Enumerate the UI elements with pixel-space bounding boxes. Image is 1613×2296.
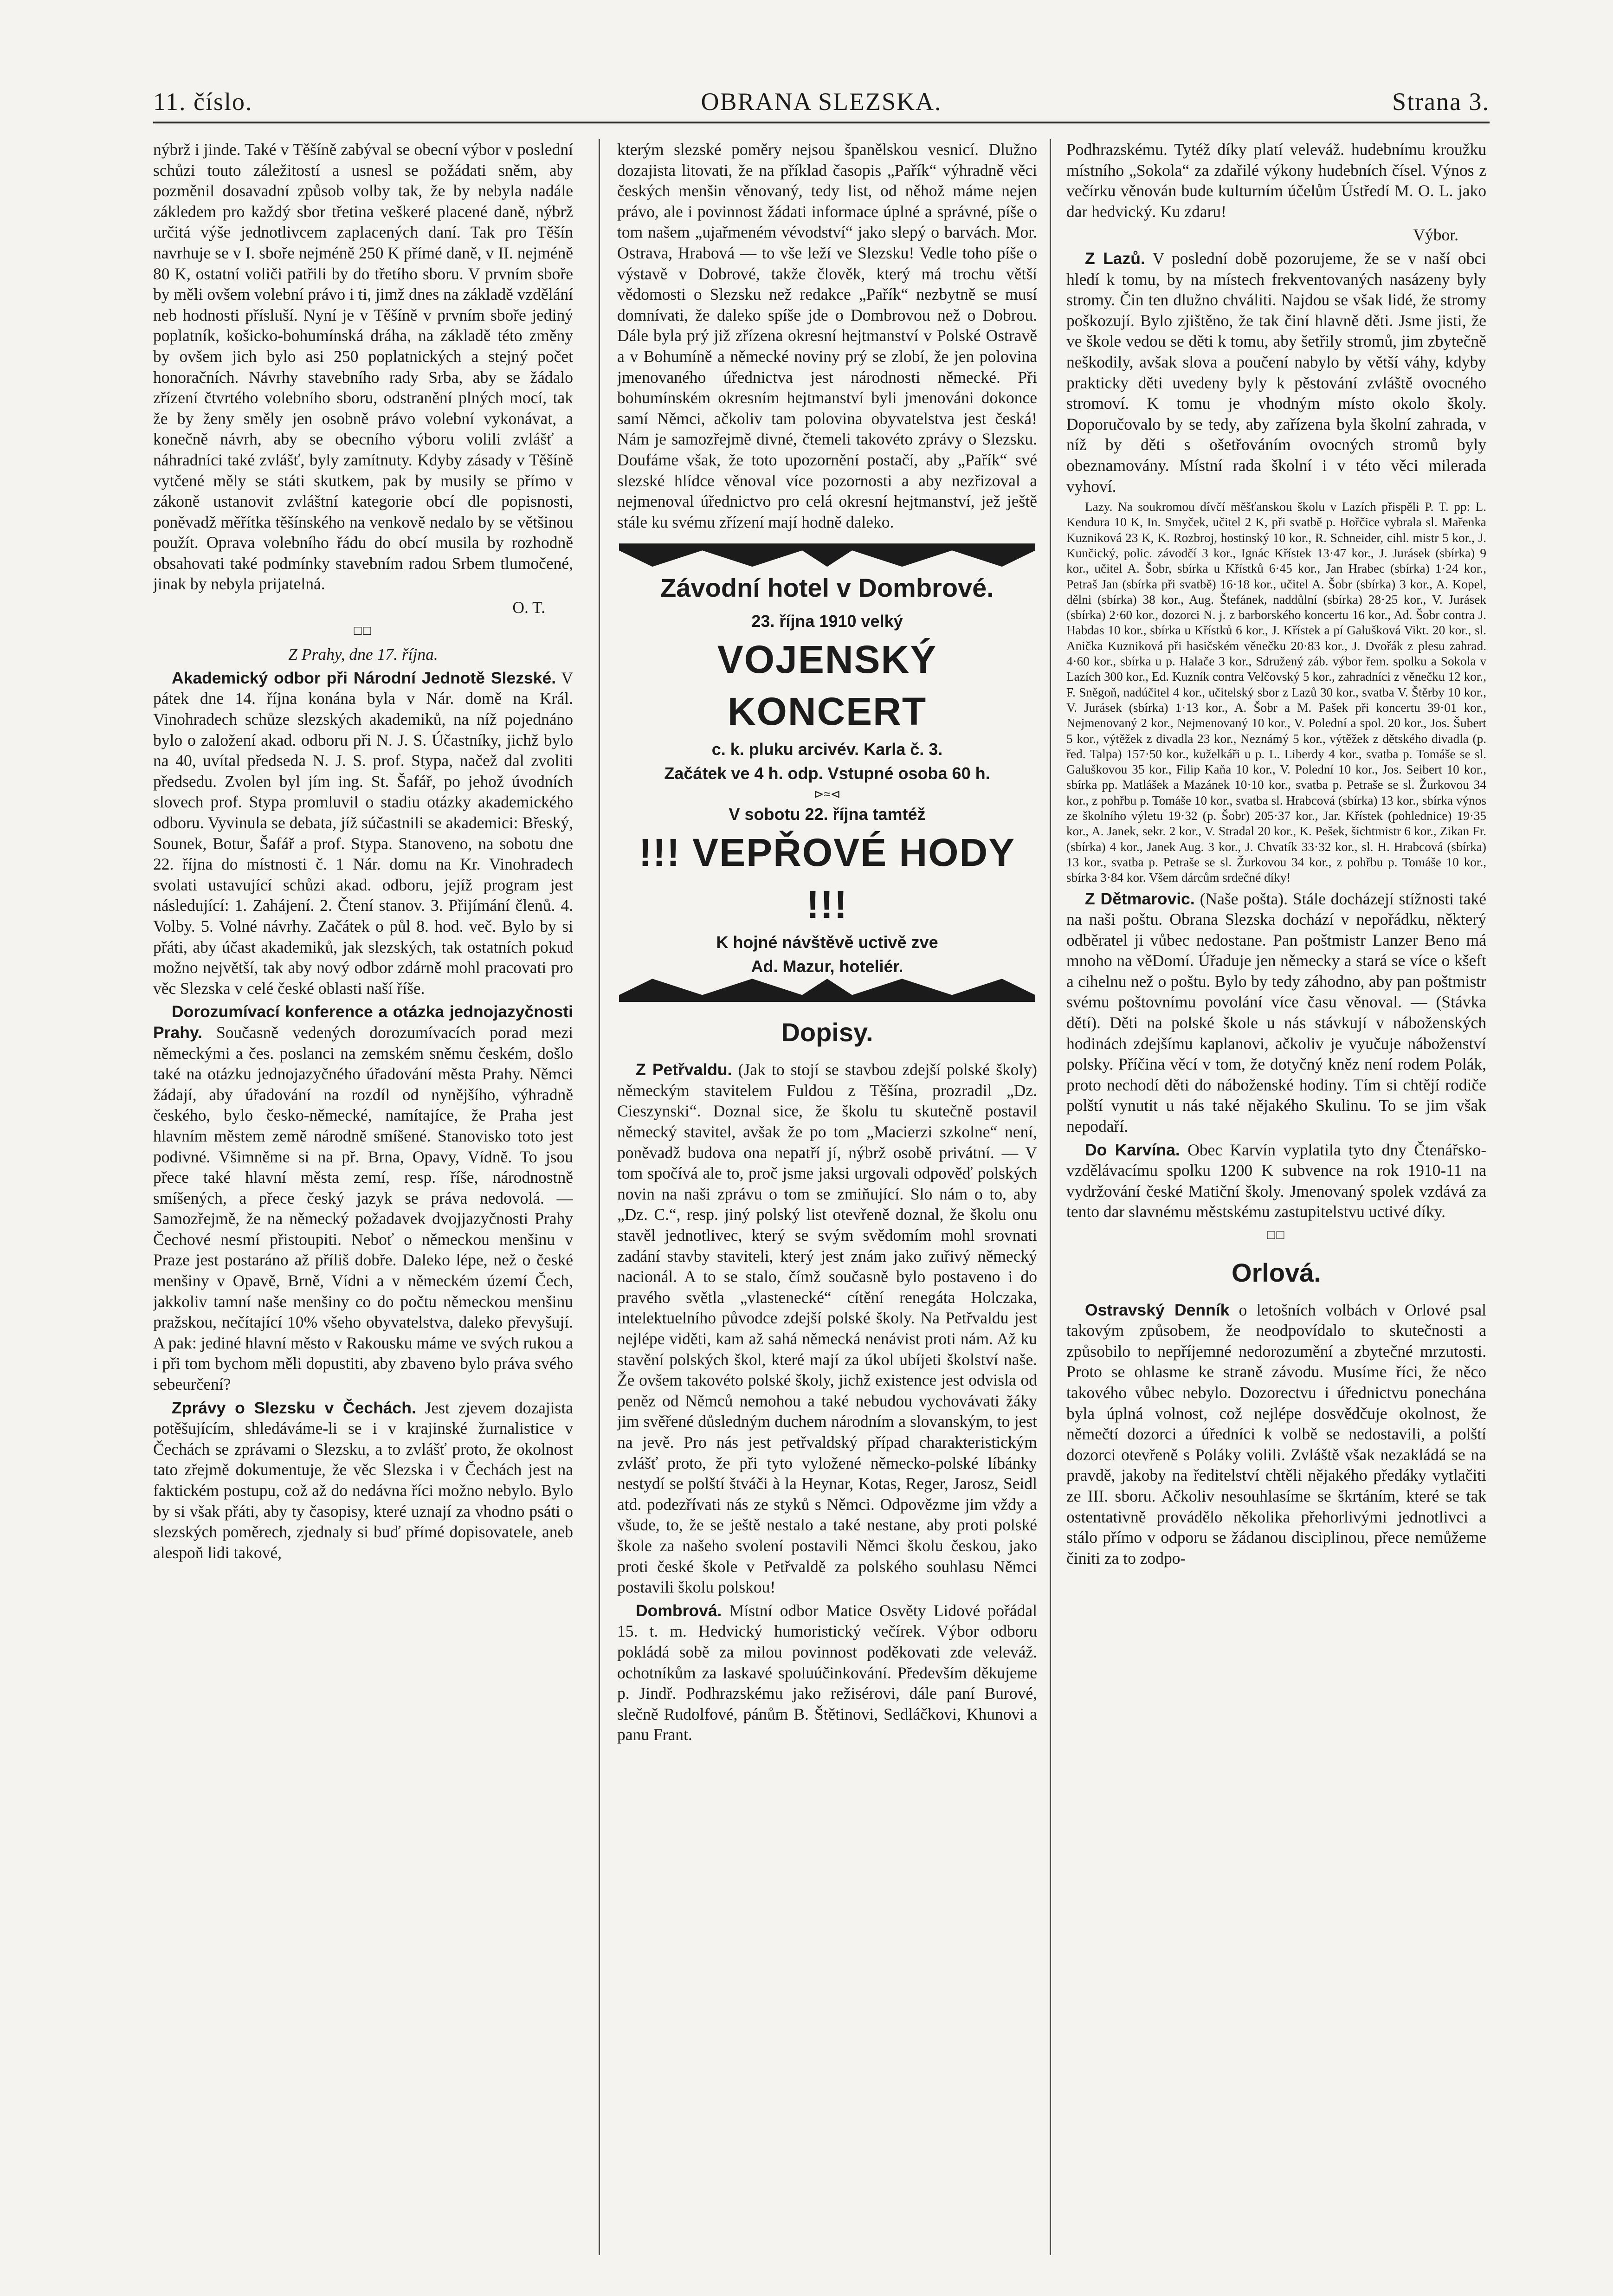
ad-date: 23. října 1910 velký (751, 612, 903, 631)
article-heading: Do Karvína. (1085, 1140, 1180, 1159)
ad-start-time: Začátek ve 4 h. odp. Vstupné osoba 60 h. (664, 764, 990, 783)
article-text: Místní odbor Matice Osvěty Lidové pořádal 15. t. m. Hedvický humoristický večírek. Výbor odboru pokládá sobě za milou povinnost poděkovati zde veleváž. ochotníkům za laskavé spoluúčinkování. Především děkujeme p. Jindř. Podhrazskému jako režisérovi, dále paní Burové, slečně Rudolfové, pánům B. Štětinovi, Sedláčkovi, Khunovi a panu Frant. (617, 1601, 1037, 1744)
donations-list: Lazy. Na soukromou dívčí měšťanskou školu v Lazích přispěli P. T. pp: L. Kendura 10 K, In. Smyček, učitel 2 K, při svatbě p. Hořčice vybrala sl. Mařenka Kuzniková 23 K, K. Rozbroj, hostinský 10 kor., R. Schneider, cihl. mistr 5 kor., J. Kunčický, polic. závodčí 3 kor., Ignác Křístek 13·47 kor., J. Jurásek (sbírka) 9 kor., učitel A. Šobr, sbírka u Křístků 6·45 kor., Jan Hrabec (sbírka) 1·24 kor., Petraš Jan (sbírka při svatbě) 16·18 kor., učitel A. Šobr (sbírka) 3 kor., A. Kopel, dělni (sbírka) 38 kor., Aug. Štefánek, naddůlní (sbírka) 28·25 kor., V. Jurásek (sbírka) 2·60 kor., dozorci N. j. z barborského koncertu 16 kor., Ad. Šobr contra J. Habdas 10 kor., sbírka u Křístků 6 kor., J. Křístek a pí Galušková Vikt. 20 kor., sl. Anička Kuzniková při hasičském věnečku 20·83 kor., J. Dvořák z plesu zahrad. 4·60 kor., sbírka u p. Halače 3 kor., Sdružený záb. výbor řem. spolku a Sokola v Lazích 300 kor., Ed. Kuzník contra Velčovský 5 kor., zahradníci z věnečku 12 kor., F. Sněgoň, nadúčitel 4 kor., učitelský sbor z Lazů 30 kor., svatba V. Štěrby 10 kor., V. Jurásek (sbírka) 1·13 kor., A. Šobr a M. Pašek při koncertu 39·01 kor., Nejmenovaný 2 kor., Nejmenovaný 10 kor., V. Polední a spol. 20 kor., Jos. Šubert 5 kor., výtěžek z divadla 23 kor., Neznámý 5 kor., výtěžek z dětského divadla (p. řed. Talpa) 157·50 kor., kuželkáři u p. L. Liberdy 4 kor., svatba p. Tomáše se sl. Galuškovou 35 kor., Filip Kaňa 10 kor., V. Polední 10 kor., Jos. Seibert 10 kor., sbírka pp. Matlášek a Mazánek 10·10 kor., svatba p. Petraše se sl. Žurkovou 34 kor., z pohřbu p. Tomáše 10 kor., svatba sl. Hrabcová (sbírka) 13 kor., sbírka výnos ze školního výletu 19·32 (p. Šobr) 205·37 kor., Jar. Křístek (pohlednice) 19·35 kor., A. Janek, sekr. 2 kor., V. Stradal 20 kor., K. Pešek, šichtmistr 6 kor., Zikan Fr. (sbírka) 4 kor., Janek Aug. 3 kor., J. Chvatík 33·32 kor., sl. H. Hrabcová (sbírka) 13 kor., svatba p. Petraše se sl. Žurkovou 34 kor., z pohřbu p. Tomáše 10 kor., sbírka 3·84 kor. Všem dárcům srdečné díky! (1066, 500, 1486, 885)
ad-saturday: V sobotu 22. října tamtéž (729, 805, 926, 824)
section-title: Dopisy. (781, 1018, 873, 1047)
ad-ornament: ⊳≈⊲ (813, 787, 841, 801)
article-heading: Dombrová. (636, 1601, 722, 1620)
article-text: Současně vedených dorozumívacích porad mezi německými a čes. poslanci na zemském sněmu českém, došlo také na otázku jednojazyčného úřadování města Prahy. Němci žádají, aby úřadování na rozdíl od nynějšího, výhradně českého, bylo česko-německé, namítajíce, že Praha jest hlavním městem země národně smíšené. Stanovisko toto jest podivné. Všimněme si na př. Brna, Opavy, Vídně. To jsou přece také hlavní města zemí, resp. říše, národnostně smíšených, a přece český jazyk se práva nedovolá. — Samozřejmě, že na německý požadavek dvojjazyčnosti Prahy Čechové nesmí přistoupiti. Neboť o německou menšinu v Praze jest postaráno až příliš dobře. Daleko lépe, než o české menšiny v Opavě, Brně, Vídni a v německém území Čech, jakkoliv tamní naše menšiny co do počtu německou menšinu pražskou, nečítající 10% všeho obyvatelstva, daleko převyšují. A pak: jediné hlavní město v Rakousku máme ve svých rukou a i při tom bychom měli dopustiti, aby zbaveno bylo práva svého sebeurčení? (153, 1023, 573, 1394)
article (1066, 248, 1486, 497)
column-2 (617, 139, 1037, 2255)
ad-invite: K hojné návštěvě uctivě zve (716, 933, 938, 952)
separator: □□ (1267, 1228, 1286, 1243)
article-text: (Naše pošta). Stále docházejí stížnosti také na naši poštu. Obrana Slezska dochází v nepořádku, některý odběratel ji vůbec nedostane. Pan poštmistr Lanzer Beno má mnoho na věDomí. Úřaduje jen německy a stará se více o kšeft a cihelnu než o poštu. Bylo by tedy záhodno, aby pan poštmistr svému poštovnímu povolání více času věnoval. — (Stávka dětí). Děti na polské škole u nás stávkují v náboženských hodinách zdejšímu kaplanovi, ačkoliv je vyučuje náboženství polsky. Příčina věcí v tom, že dotyčný kněz není rodem Polák, proto nechodí děti do náboženské hodiny. Tím si chtějí rodiče polští vynutit u nás také nějakého Skulinu. To se jim však nepodaří. (1066, 889, 1486, 1136)
article-heading: Ostravský Denník (1085, 1300, 1230, 1319)
article (617, 1059, 1037, 1597)
article-text: V poslední době pozorujeme, že se v naší obci hledí k tomu, by na místech frekventovaných nasázeny byly stromy. Čin ten dlužno chváliti. Najdou se však lidé, že stromy poškozují. Bylo zjištěno, že tak činí hlavně děti. Jsme jisti, že ve škole vedou se děti k tomu, aby šetřily stromů, jim zbytečně neškodily, avšak slova a poučení nabylo by větší váhy, kdyby prakticky děti uvedeny byly k pěstování zvláště ovocného stromoví. K tomu je vhodným místo okolo školy. Doporučovalo by se tedy, aby zařízena byla školní zahrada, v níž by děti s ošetřováním ovocných stromů byly obeznamovány. Místní rada školní i v této věci milerada vyhoví. (1066, 249, 1486, 496)
ad-host: Ad. Mazur, hoteliér. (751, 957, 903, 976)
column-rule (599, 139, 600, 2255)
article-text: (Jak to stojí se stavbou zdejší polské školy) německým stavitelem Fuldou z Těšína, prozradil „Dz. Cieszynski“. Doznal sice, že školu tu skutečně postavil německý stavitel, avšak že po tom „Macierzi szkolne“ není, poněvadž budova ona nepatří jí, nýbrž osobě privátní. — V tom spočívá ale to, proč jsme jaksi urgovali odpověď polských novin na naši zprávu o tom se zmiňující. Slo nám o to, aby „Dz. C.“, resp. jiný polský list otevřeně doznal, že školu onu stavěl jednotlivec, který se svým svědomím mohl srovnati zadání stavby staviteli, který jest znám jako zuřivý německý nacionál. A to se stalo, čímž současně bylo postaveno i do pravého světla „vlastenecké“ cítění renegáta Holczaka, intelektuelního původce zdejší polské školy. Na Petřvaldu jest nejlépe viděti, kam až sahá německá nenávist proti nám. Až ku stavění polských škol, které mají za úkol ubíjeti školství naše. Že ovšem takovéto polské školy, jichž existence jest odvisla od peněz od Němců nemohou a také nebudou vychovávati žáky jim svěřené důsledným duchem národním a slovanským, to jest na jevě. Pro nás jest petřvaldský případ charakteristickým zvlášť proto, že při tyto vyložené německo-polské líbánky nestydí se polští štváči à la Heynar, Kotas, Reger, Jarosz, Seidl atd. podezřívati nás ze styků s Němci. Odpovězme jim vždy a všude, to, že se ještě nestalo a také nestane, aby proti polské škole za našeho svolení postavili Němci školu českou, jako proti české škole v Petřvaldě za polského souhlasu Němci postavili školu polskou! (617, 1060, 1037, 1597)
article-text: Jest zjevem dozajista potěšujícím, shledáváme-li se i v krajinské žurnalistice v Čechách se zprávami o Slezsku, a to zvlášť proto, že okolnost tato zřejmě dokumentuje, že věc Slezska i v Čechách jest na faktickém postupu, což až do nedávna říci možno nebylo. Bylo by si však přáti, aby ty časopisy, které uznají za vhodno psáti o slezských poměrech, zjednaly si buď přímé dopisovatele, aneb alespoň lidi takové, (153, 1398, 573, 1562)
concert-advertisement (617, 543, 1037, 1002)
column-1 (153, 139, 573, 2255)
ad-hotel-name: Závodní hotel v Dombrové. (660, 573, 994, 603)
separator: □□ (354, 623, 373, 638)
article (153, 1001, 573, 1394)
article (153, 1398, 573, 1563)
article-heading: Zprávy o Slezsku v Čechách. (172, 1398, 416, 1417)
article (1066, 1140, 1486, 1222)
ad-pig-feast: !!! VEPŘOVÉ HODY !!! (639, 831, 1016, 927)
dateline: Z Prahy, dne 17. října. (288, 645, 438, 664)
ornament-bottom (619, 979, 1035, 1002)
article-text: V pátek dne 14. října konána byla v Nár. domě na Král. Vinohradech schůze slezských akademiků, na níž pojednáno bylo o založení akad. odboru při N. J. S. Účastníky, jichž bylo na 40, uvítal předseda N. J. S. prof. Stypa, načež dal zvoliti předsedu. Zvolen byl jím ing. St. Šafář, po jehož úvodních slovech prof. Stypa promluvil o stadiu otázky akademického odboru. Vyvinula se debata, jíž súčastnili se akademici: Břeský, Sounek, Botur, Šafář a prof. Stypa. Stanoveno, na sobotu dne 22. října do místnosti č. 1 Nár. domu na Kr. Vinohradech svolati ustavující schůzi akad. odboru, jejíž program jest následující: 1. Zahájení. 2. Čtení stanov. 3. Přijímání členů. 4. Volby. 5. Volné návrhy. Začátek o půl 8. hod. več. Bylo by si přáti, aby účast akademiků, jak slezských, tak ostatních pokud možno největší, tak aby nový odbor zdárně mohl pracovati pro věc Slezska v celé české oblasti naší říše. (153, 668, 573, 998)
article (617, 1600, 1037, 1745)
article (1066, 1300, 1486, 1569)
newspaper-title: OBRANA SLEZSKA. (701, 88, 942, 116)
ornament-top (619, 543, 1035, 567)
article-heading: Z Dětmarovic. (1085, 889, 1195, 908)
page-number: Strana 3. (1392, 88, 1490, 116)
page-header (153, 83, 1490, 123)
ad-regiment: c. k. pluku arcivév. Karla č. 3. (711, 740, 943, 759)
article-text: nýbrž i jinde. Také v Těšíně zabýval se obecní výbor v poslední schůzi touto záležitostí a usnesl se požádati sněm, aby pozměnil dosavadní způsob volby tak, že by nebyla nadále zákledem pro každý sbor třetina veškeré placené daně, nýbrž určitá výše jednotlivcem zaplacených daní. Tak pro Těšín navrhuje se v I. sboře nejméně 250 K přímé daně, v II. nejméně 80 K, ostatní voliči patřili by do třetího sboru. V prvním sboře by měli ovšem volební právo i ti, jimž dnes na základě vzdělání neb hodnosti přísluší. Nyní je v Těšíně v prvním sboře jediný poplatník, košicko-bohumínská dráha, na základě této změny by ovšem jich bylo asi 250 poplatnických a stejný počet honoračních. Návrhy stavebního rady Srba, aby se žádalo zřízení čtvrtého volebního sboru, odstranění plných mocí, tak že by ženy směly jen osobně právo volební vykonávat, a konečně návrh, aby se obecního výboru volili zvlášť a náhradníci také zvlášť, byly zamítnuty. Kdyby zásady v Těšíně vytčené měly se státi skutkem, pak by musily se přímo v zákoně ustanovit zvláštní kategorie obcí dle popisnosti, poněvadž měřítka těšínského na venkově nedalo by se většinou použít. Oprava volebního řádu do obcí musila by rozhodně obsahovati také podmínky stavebním radou Srbem tlumočené, jinak by nebyla prijatelná. (153, 140, 573, 593)
column-3 (1066, 139, 1486, 2255)
signature: Výbor. (1413, 226, 1458, 245)
article (153, 668, 573, 999)
article-heading: Dorozumívací konference a otázka jednojazyčnosti Prahy. (153, 1002, 573, 1042)
ad-concert: VOJENSKÝ KONCERT (717, 638, 937, 734)
article (1066, 889, 1486, 1137)
article-text: kterým slezské poměry nejsou španělskou vesnicí. Dlužno dozajista litovati, že na příklad časopis „Pařík“ výhradně věci českých menšin věnovaný, tedy list, od něhož máme nejen právo, ale i povinnost žádati informace úplné a správné, píše o tom našem „ujařmeném vévodství“ jako slepý o barvách. Mor. Ostrava, Hrabová — to vše leží ve Slezsku! Vedle toho píše o výstavě v Dobrové, takže člověk, který má trochu větší vědomosti o Slezsku než redakce „Pařík“ nezbytně se musí domnívati, že daleko spíše jde o Dombrovou než o Dobrou. Dále byla prý již zřízena okresní hejtmanství v Polské Ostravě a v Bohumíně a německé noviny prý se zlobí, že jen polovina jmenovaného úřednictva jest národnosti německé. Při bohumínském okresním hejtmanství byli jmenováni dokonce samí Němci, ačkoliv tam polovina obyvatelstva jest česká! Nám je samozřejmě divné, čtemeli takovéto zprávy o Slezsku. Doufáme však, že toto upozornění postačí, aby „Pařík“ své slezské hlídce věnoval více pozornosti a aby nezřizoval a nejmenoval úřednictvo pro celá okresní hejtmanství, jež ještě stále ku svému zřízení mají hodně daleko. (617, 140, 1037, 531)
column-rule (1050, 139, 1051, 2255)
article-heading: Z Petřvaldu. (636, 1060, 732, 1079)
section-title: Orlová. (1232, 1258, 1321, 1287)
article-text: Obec Karvín vyplatila tyto dny Čtenářsko-vzdělávacímu spolku 1200 K subvence na rok 1910-11 na vydržování české Matiční školy. Jmenovaný spolek vzdává za tento dar slavnému městskému zastupitelstvu uctivé díky. (1066, 1140, 1486, 1221)
article-text: Podhrazskému. Tytéž díky platí veleváž. hudebnímu kroužku místního „Sokola“ za zdařilé výkony hudebních čísel. Výnos z večírku věnován bude kulturním účelům Ústředí M. O. L. jako dar hedvický. Ku zdaru! (1066, 140, 1486, 221)
issue-number: 11. číslo. (153, 88, 253, 116)
article-text: o letošních volbách v Orlové psal takovým způsobem, že neodpovídalo to skutečnosti a způsobilo to nepříjemné nedorozumění a zbytečné mrzutosti. Proto se ohlasme ke straně závodu. Musíme říci, že něco takového vůbec nebylo. Dozorectvu i úřednictvu ponechána byla úplná volnost, což nejlépe dosvědčuje okolnost, že němečtí dozorci a úředníci k volbě se nedostavili, a polští dozorci otevřeně s Poláky volili. Zvláště však nezakládá se na pravdě, jakoby na ředitelství chtěli nějakého předáky vytlačiti ze III. sboru. Ačkoliv nesouhlasíme se škrtáním, které se tak ostentativně provádělo několika přehorlivými jednotlivci a stálo přímo v odporu se žádanou disciplinou, přece nemůžeme činiti za to zodpo- (1066, 1300, 1486, 1567)
article-heading: Akademický odbor při Národní Jednotě Slezské. (172, 668, 556, 687)
signature: O. T. (512, 598, 545, 617)
article-heading: Z Lazů. (1085, 249, 1145, 268)
